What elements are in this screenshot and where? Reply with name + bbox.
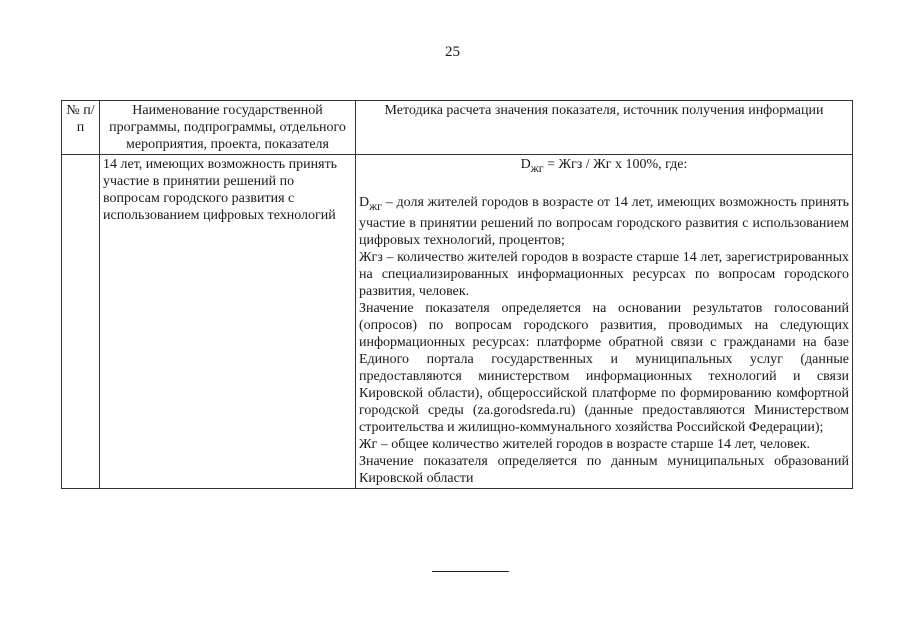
table-header-row (62, 101, 853, 155)
header-num: № п/п (62, 101, 100, 155)
row-method (356, 155, 853, 489)
row-num (62, 155, 100, 489)
formula: $D_{жг}$ = Жгз / Жг x 100%, где: (520, 157, 688, 175)
header-name: Наименование государственной программы, подпрограммы, отдельного мероприятия, проекта, показателя (100, 101, 356, 155)
page-number: 25 (445, 44, 460, 60)
value-description: Значение показателя определяется на основании результатов голосований (опросов) по вопросам городского развития, проводимых на следующих информационных ресурсах: платформе обратной связи с гражданами на базе Единого портала государственных и муниципальных услуг (данные предоставляются министерством информационных технологий и связи Кировской области), общероссийской платформе по формированию комфортной городской среды (za.gorodsreda.ru) (данные предоставляются Министерством строительства и жилищно-коммунального хозяйства Российской Федерации); (359, 300, 849, 435)
definition-zhg: Жг – общее количество жителей городов в возрасте старше 14 лет, человек. (359, 436, 811, 452)
definition-d: $D_{жг}$ – доля жителей городов в возрасте от 14 лет, имеющих возможность принять участие в принятии решений по вопросам городского развития с использованием цифровых технологий, процентов; (359, 194, 849, 248)
table-row (62, 155, 853, 489)
row-name: 14 лет, имеющих возможность принять участие в принятии решений по вопросам городского развития с использованием цифровых технологий (100, 155, 356, 489)
indicator-table (61, 100, 853, 489)
footer-divider (432, 571, 509, 572)
value-source: Значение показателя определяется по данным муниципальных образований Кировской области (359, 453, 849, 486)
header-method: Методика расчета значения показателя, источник получения информации (356, 101, 853, 155)
definition-zhgz: Жгз – количество жителей городов в возрасте старше 14 лет, зарегистрированных на специализированных информационных ресурсах по вопросам городского развития, человек. (359, 249, 849, 299)
